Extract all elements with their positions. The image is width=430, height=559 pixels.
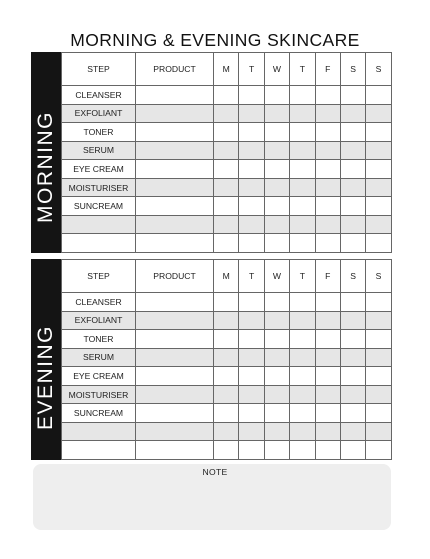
day-checkbox-cell[interactable]	[214, 86, 239, 105]
day-checkbox-cell[interactable]	[315, 197, 340, 216]
day-checkbox-cell[interactable]	[340, 293, 365, 312]
day-checkbox-cell[interactable]	[340, 422, 365, 441]
day-checkbox-cell[interactable]	[366, 234, 391, 253]
day-checkbox-cell[interactable]	[315, 330, 340, 349]
day-checkbox-cell[interactable]	[315, 311, 340, 330]
step-cell: SUNCREAM	[62, 404, 136, 423]
day-checkbox-cell[interactable]	[239, 141, 264, 160]
day-checkbox-cell[interactable]	[239, 348, 264, 367]
table-row	[62, 86, 392, 105]
day-checkbox-cell[interactable]	[366, 197, 391, 216]
step-column-header: STEP	[62, 53, 136, 86]
product-cell[interactable]	[136, 367, 214, 386]
day-checkbox-cell[interactable]	[239, 404, 264, 423]
day-checkbox-cell[interactable]	[340, 123, 365, 142]
day-checkbox-cell[interactable]	[340, 215, 365, 234]
morning-routine-table	[61, 52, 392, 253]
day-checkbox-cell[interactable]	[239, 367, 264, 386]
day-checkbox-cell[interactable]	[264, 367, 289, 386]
day-column-header: T	[290, 53, 315, 86]
product-cell[interactable]	[136, 178, 214, 197]
day-checkbox-cell[interactable]	[264, 311, 289, 330]
table-header-row	[62, 260, 392, 293]
step-cell: CLEANSER	[62, 293, 136, 312]
day-checkbox-cell[interactable]	[239, 178, 264, 197]
table-row	[62, 197, 392, 216]
evening-side-bar	[31, 259, 61, 460]
table-row	[62, 178, 392, 197]
step-cell: TONER	[62, 123, 136, 142]
day-checkbox-cell[interactable]	[264, 104, 289, 123]
table-row	[62, 160, 392, 179]
day-checkbox-cell[interactable]	[214, 348, 239, 367]
product-cell[interactable]	[136, 385, 214, 404]
product-cell[interactable]	[136, 234, 214, 253]
day-checkbox-cell[interactable]	[315, 293, 340, 312]
table-row	[62, 441, 392, 460]
product-cell[interactable]	[136, 293, 214, 312]
step-cell: EXFOLIANT	[62, 104, 136, 123]
day-checkbox-cell[interactable]	[366, 422, 391, 441]
day-checkbox-cell[interactable]	[340, 234, 365, 253]
step-cell	[62, 234, 136, 253]
day-checkbox-cell[interactable]	[239, 293, 264, 312]
day-checkbox-cell[interactable]	[264, 160, 289, 179]
product-cell[interactable]	[136, 422, 214, 441]
day-checkbox-cell[interactable]	[214, 197, 239, 216]
day-checkbox-cell[interactable]	[214, 123, 239, 142]
morning-section-label: MORNING	[34, 111, 57, 223]
day-column-header: F	[315, 260, 340, 293]
day-checkbox-cell[interactable]	[315, 422, 340, 441]
step-cell: EYE CREAM	[62, 160, 136, 179]
day-checkbox-cell[interactable]	[264, 441, 289, 460]
table-row	[62, 234, 392, 253]
day-checkbox-cell[interactable]	[290, 422, 315, 441]
day-checkbox-cell[interactable]	[290, 141, 315, 160]
product-cell[interactable]	[136, 215, 214, 234]
day-checkbox-cell[interactable]	[315, 385, 340, 404]
day-column-header: W	[264, 260, 289, 293]
step-cell: TONER	[62, 330, 136, 349]
morning-side-bar	[31, 52, 61, 253]
day-checkbox-cell[interactable]	[239, 215, 264, 234]
day-checkbox-cell[interactable]	[214, 215, 239, 234]
table-row	[62, 141, 392, 160]
day-checkbox-cell[interactable]	[214, 141, 239, 160]
day-checkbox-cell[interactable]	[264, 422, 289, 441]
day-checkbox-cell[interactable]	[214, 234, 239, 253]
day-checkbox-cell[interactable]	[239, 123, 264, 142]
product-cell[interactable]	[136, 441, 214, 460]
day-column-header: T	[239, 53, 264, 86]
day-checkbox-cell[interactable]	[366, 441, 391, 460]
morning-section	[31, 52, 391, 253]
step-column-header: STEP	[62, 260, 136, 293]
day-checkbox-cell[interactable]	[264, 348, 289, 367]
day-checkbox-cell[interactable]	[290, 330, 315, 349]
step-cell	[62, 422, 136, 441]
day-checkbox-cell[interactable]	[366, 215, 391, 234]
day-checkbox-cell[interactable]	[340, 348, 365, 367]
day-checkbox-cell[interactable]	[315, 104, 340, 123]
page-title: MORNING & EVENING SKINCARE	[70, 30, 360, 50]
day-checkbox-cell[interactable]	[366, 160, 391, 179]
day-checkbox-cell[interactable]	[366, 330, 391, 349]
day-checkbox-cell[interactable]	[315, 141, 340, 160]
day-column-header: S	[340, 53, 365, 86]
day-checkbox-cell[interactable]	[290, 234, 315, 253]
table-row	[62, 385, 392, 404]
day-checkbox-cell[interactable]	[264, 141, 289, 160]
day-checkbox-cell[interactable]	[290, 104, 315, 123]
table-row	[62, 215, 392, 234]
product-cell[interactable]	[136, 311, 214, 330]
step-cell	[62, 441, 136, 460]
day-checkbox-cell[interactable]	[366, 86, 391, 105]
day-checkbox-cell[interactable]	[239, 422, 264, 441]
day-checkbox-cell[interactable]	[315, 441, 340, 460]
day-checkbox-cell[interactable]	[340, 367, 365, 386]
day-column-header: S	[366, 260, 391, 293]
product-column-header: PRODUCT	[136, 53, 214, 86]
day-checkbox-cell[interactable]	[214, 441, 239, 460]
table-row	[62, 348, 392, 367]
day-checkbox-cell[interactable]	[315, 86, 340, 105]
table-row	[62, 293, 392, 312]
day-checkbox-cell[interactable]	[264, 178, 289, 197]
day-checkbox-cell[interactable]	[366, 404, 391, 423]
day-checkbox-cell[interactable]	[315, 234, 340, 253]
day-column-header: M	[214, 260, 239, 293]
day-checkbox-cell[interactable]	[214, 311, 239, 330]
day-checkbox-cell[interactable]	[340, 404, 365, 423]
day-column-header: T	[239, 260, 264, 293]
product-cell[interactable]	[136, 348, 214, 367]
step-cell: EYE CREAM	[62, 367, 136, 386]
table-header-row	[62, 53, 392, 86]
day-checkbox-cell[interactable]	[340, 160, 365, 179]
product-cell[interactable]	[136, 404, 214, 423]
day-column-header: T	[290, 260, 315, 293]
day-checkbox-cell[interactable]	[239, 160, 264, 179]
day-checkbox-cell[interactable]	[366, 385, 391, 404]
day-checkbox-cell[interactable]	[214, 104, 239, 123]
day-checkbox-cell[interactable]	[264, 330, 289, 349]
step-cell: CLEANSER	[62, 86, 136, 105]
day-checkbox-cell[interactable]	[290, 385, 315, 404]
day-checkbox-cell[interactable]	[366, 367, 391, 386]
day-checkbox-cell[interactable]	[366, 104, 391, 123]
day-column-header: W	[264, 53, 289, 86]
day-column-header: F	[315, 53, 340, 86]
evening-section	[31, 259, 391, 460]
step-cell: MOISTURISER	[62, 178, 136, 197]
evening-routine-table	[61, 259, 392, 460]
day-checkbox-cell[interactable]	[340, 385, 365, 404]
day-checkbox-cell[interactable]	[264, 293, 289, 312]
day-column-header: S	[340, 260, 365, 293]
day-checkbox-cell[interactable]	[315, 367, 340, 386]
product-cell[interactable]	[136, 86, 214, 105]
day-checkbox-cell[interactable]	[214, 367, 239, 386]
day-checkbox-cell[interactable]	[290, 86, 315, 105]
day-checkbox-cell[interactable]	[290, 215, 315, 234]
table-row	[62, 367, 392, 386]
day-checkbox-cell[interactable]	[340, 104, 365, 123]
day-checkbox-cell[interactable]	[290, 178, 315, 197]
day-checkbox-cell[interactable]	[239, 441, 264, 460]
day-checkbox-cell[interactable]	[366, 311, 391, 330]
day-checkbox-cell[interactable]	[340, 178, 365, 197]
day-checkbox-cell[interactable]	[214, 404, 239, 423]
table-row	[62, 330, 392, 349]
day-checkbox-cell[interactable]	[290, 441, 315, 460]
day-checkbox-cell[interactable]	[264, 385, 289, 404]
day-checkbox-cell[interactable]	[264, 197, 289, 216]
day-checkbox-cell[interactable]	[264, 404, 289, 423]
table-row	[62, 311, 392, 330]
day-checkbox-cell[interactable]	[214, 178, 239, 197]
day-checkbox-cell[interactable]	[340, 330, 365, 349]
day-checkbox-cell[interactable]	[239, 104, 264, 123]
day-checkbox-cell[interactable]	[239, 330, 264, 349]
day-checkbox-cell[interactable]	[264, 86, 289, 105]
day-checkbox-cell[interactable]	[340, 311, 365, 330]
day-checkbox-cell[interactable]	[239, 197, 264, 216]
table-row	[62, 404, 392, 423]
day-checkbox-cell[interactable]	[214, 160, 239, 179]
day-column-header: S	[366, 53, 391, 86]
step-cell: SUNCREAM	[62, 197, 136, 216]
product-cell[interactable]	[136, 104, 214, 123]
step-cell: SERUM	[62, 141, 136, 160]
day-checkbox-cell[interactable]	[315, 215, 340, 234]
day-checkbox-cell[interactable]	[340, 141, 365, 160]
day-checkbox-cell[interactable]	[214, 385, 239, 404]
table-row	[62, 123, 392, 142]
product-cell[interactable]	[136, 141, 214, 160]
day-checkbox-cell[interactable]	[340, 441, 365, 460]
day-checkbox-cell[interactable]	[366, 178, 391, 197]
day-checkbox-cell[interactable]	[315, 348, 340, 367]
day-checkbox-cell[interactable]	[366, 123, 391, 142]
day-checkbox-cell[interactable]	[290, 311, 315, 330]
day-checkbox-cell[interactable]	[366, 141, 391, 160]
day-checkbox-cell[interactable]	[315, 404, 340, 423]
day-checkbox-cell[interactable]	[239, 234, 264, 253]
note-label: NOTE	[202, 467, 228, 477]
day-checkbox-cell[interactable]	[315, 123, 340, 142]
day-checkbox-cell[interactable]	[315, 178, 340, 197]
day-checkbox-cell[interactable]	[340, 86, 365, 105]
product-cell[interactable]	[136, 330, 214, 349]
step-cell: EXFOLIANT	[62, 311, 136, 330]
day-checkbox-cell[interactable]	[366, 293, 391, 312]
day-checkbox-cell[interactable]	[340, 197, 365, 216]
product-cell[interactable]	[136, 197, 214, 216]
table-row	[62, 104, 392, 123]
product-cell[interactable]	[136, 160, 214, 179]
day-checkbox-cell[interactable]	[290, 348, 315, 367]
day-checkbox-cell[interactable]	[264, 215, 289, 234]
day-checkbox-cell[interactable]	[366, 348, 391, 367]
day-checkbox-cell[interactable]	[290, 367, 315, 386]
evening-section-label: EVENING	[34, 324, 57, 430]
day-checkbox-cell[interactable]	[290, 197, 315, 216]
day-checkbox-cell[interactable]	[239, 385, 264, 404]
step-cell: SERUM	[62, 348, 136, 367]
table-row	[62, 422, 392, 441]
day-checkbox-cell[interactable]	[290, 160, 315, 179]
day-checkbox-cell[interactable]	[290, 404, 315, 423]
day-column-header: M	[214, 53, 239, 86]
day-checkbox-cell[interactable]	[214, 330, 239, 349]
step-cell	[62, 215, 136, 234]
day-checkbox-cell[interactable]	[214, 293, 239, 312]
day-checkbox-cell[interactable]	[290, 123, 315, 142]
day-checkbox-cell[interactable]	[214, 422, 239, 441]
day-checkbox-cell[interactable]	[264, 234, 289, 253]
day-checkbox-cell[interactable]	[290, 293, 315, 312]
day-checkbox-cell[interactable]	[239, 86, 264, 105]
day-checkbox-cell[interactable]	[315, 160, 340, 179]
day-checkbox-cell[interactable]	[264, 123, 289, 142]
step-cell: MOISTURISER	[62, 385, 136, 404]
product-cell[interactable]	[136, 123, 214, 142]
product-column-header: PRODUCT	[136, 260, 214, 293]
day-checkbox-cell[interactable]	[239, 311, 264, 330]
